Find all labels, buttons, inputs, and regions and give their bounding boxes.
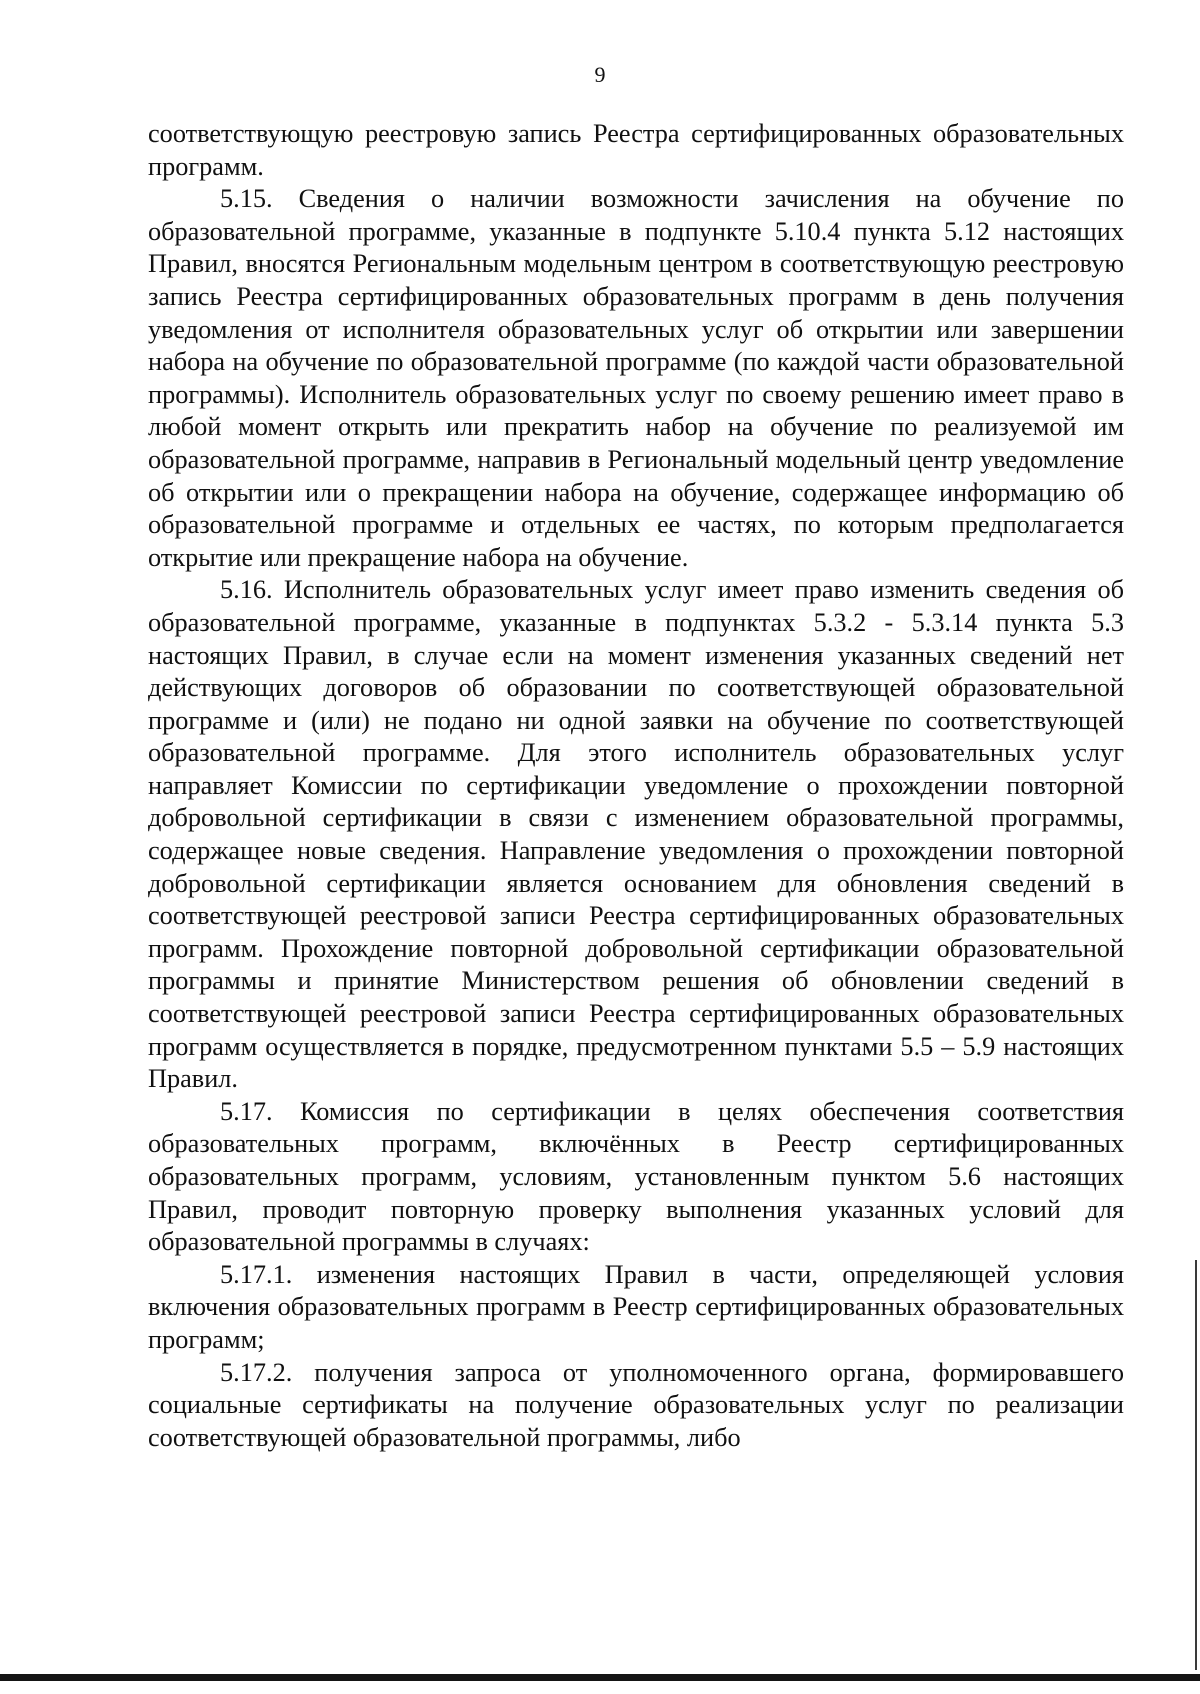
paragraph-5-15: 5.15. Сведения о наличии возможности зачисления на обучение по образовательной программе, указанные в подпункте 5.10.4 пункта 5.12 настоящих Правил, вносятся Региональным модельным центром в соответствующую реестровую запись Реестра сертифицированных образовательных программ в день получения уведомления от исполнителя образовательных услуг об открытии или завершении набора на обучение по образовательной программе (по каждой части образовательной программы). Исполнитель образовательных услуг по своему решению имеет право в любой момент открыть или прекратить набор на обучение по реализуемой им образовательной программе, направив в Региональный модельный центр уведомление об открытии или о прекращении набора на обучение, содержащее информацию об образовательной программе и отдельных ее частях, по которым предполагается открытие или прекращение набора на обучение. bbox=[148, 184, 1124, 572]
paragraph-5-16: 5.16. Исполнитель образовательных услуг имеет право изменить сведения об образовательной программе, указанные в подпунктах 5.3.2 - 5.3.14 пункта 5.3 настоящих Правил, в случае если на момент изменения указанных сведений нет действующих договоров об образовании по соответствующей образовательной программе и (или) не подано ни одной заявки на обучение по соответствующей образовательной программе. Для этого исполнитель образовательных услуг направляет Комиссии по сертификации уведомление о прохождении повторной добровольной сертификации в связи с изменением образовательной программы, содержащее новые сведения. Направление уведомления о прохождении повторной добровольной сертификации является основанием для обновления сведений в соответствующей реестровой записи Реестра сертифицированных образовательных программ. Прохождение повторной добровольной сертификации образовательной программы и принятие Министерством решения об обновлении сведений в соответствующей реестровой записи Реестра сертифицированных образовательных программ осуществляется в порядке, предусмотренном пунктами 5.5 – 5.9 настоящих Правил. bbox=[148, 575, 1124, 1094]
paragraph-5-17-2: 5.17.2. получения запроса от уполномоченного органа, формировавшего социальные сертификаты на получение образовательных услуг по реализации соответствующей образовательной программы, либо bbox=[148, 1357, 1124, 1452]
paragraph-5-17-1: 5.17.1. изменения настоящих Правил в части, определяющей условия включения образовательных программ в Реестр сертифицированных образовательных программ; bbox=[148, 1259, 1124, 1354]
scan-edge-line bbox=[1195, 1260, 1197, 1670]
scan-bottom-border bbox=[0, 1674, 1200, 1681]
page-number: 9 bbox=[594, 62, 606, 87]
paragraph-5-17: 5.17. Комиссия по сертификации в целях обеспечения соответствия образовательных программ, включённых в Реестр сертифицированных образовательных программ, условиям, установленным пунктом 5.6 настоящих Правил, проводит повторную проверку выполнения указанных условий для образовательной программы в случаях: bbox=[148, 1096, 1124, 1257]
document-body bbox=[148, 118, 1124, 1454]
paragraph-continuation: соответствующую реестровую запись Реестра сертифицированных образовательных программ. bbox=[148, 119, 1124, 181]
